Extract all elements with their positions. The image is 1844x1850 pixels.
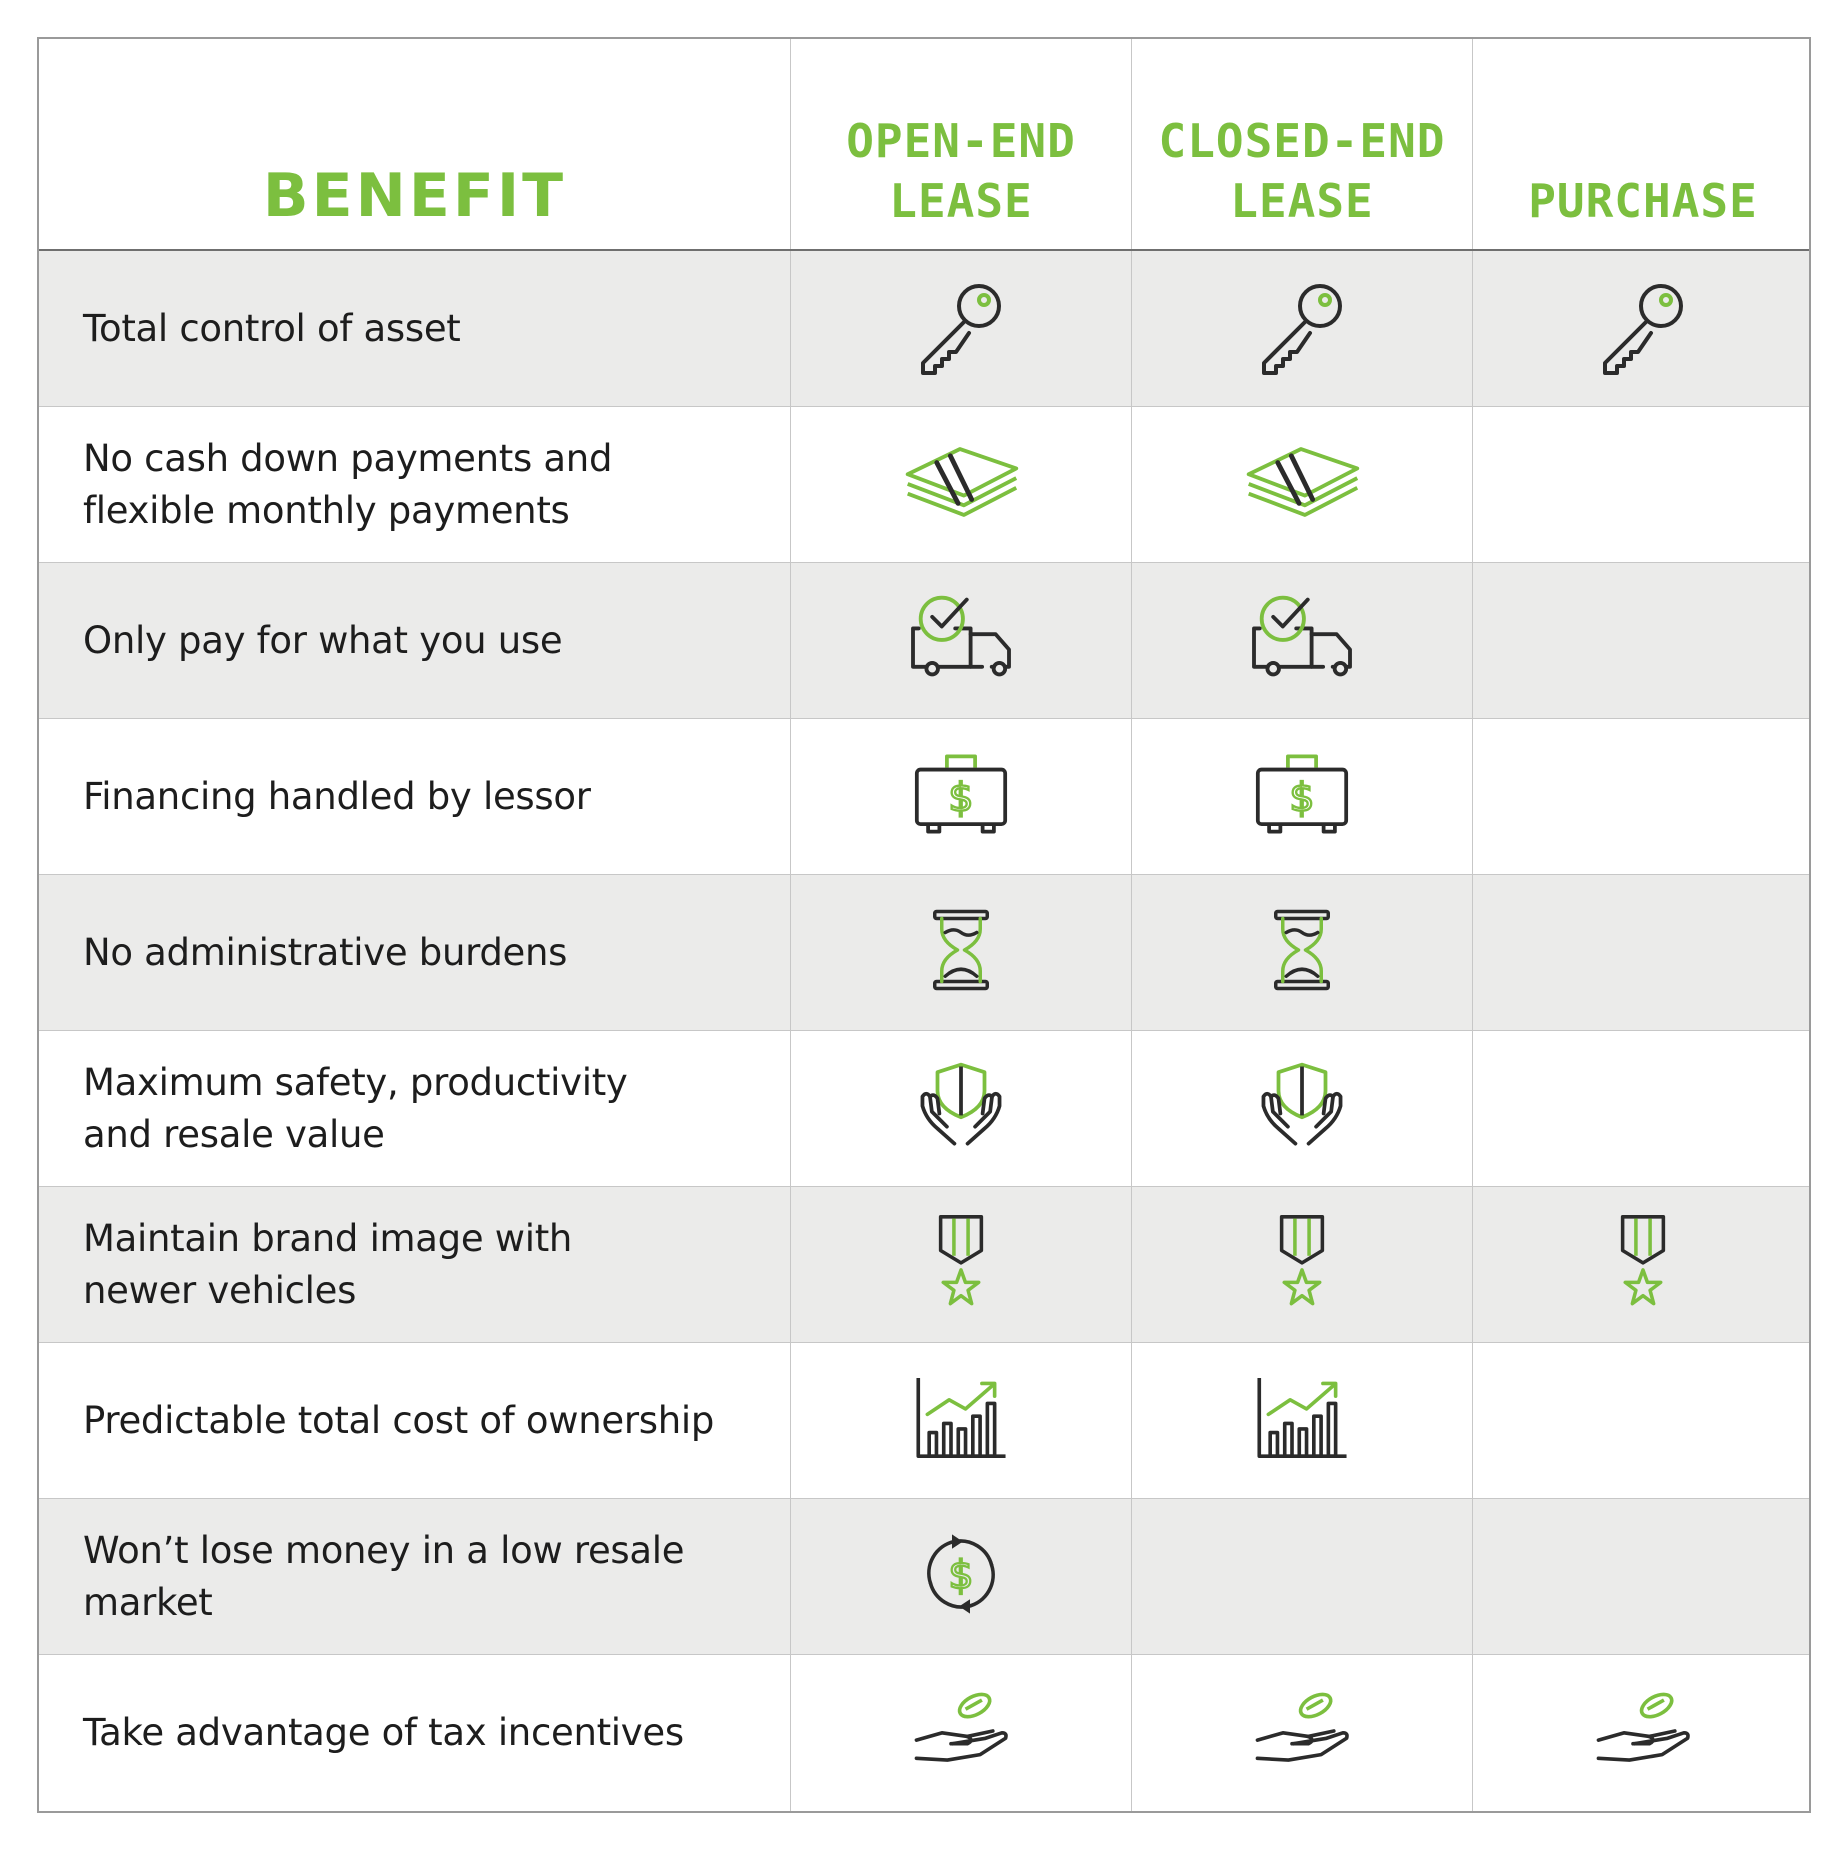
- svg-text:$: $: [948, 1552, 974, 1599]
- purchase-cell: [1473, 407, 1813, 562]
- closed-end-cell: [1132, 1655, 1473, 1811]
- purchase-cell: [1473, 1343, 1813, 1498]
- money-stack-icon: [1239, 443, 1365, 526]
- closed-end-cell: [1132, 875, 1473, 1030]
- benefit-cell: [39, 1187, 791, 1342]
- purchase-cell: [1473, 251, 1813, 406]
- key-icon: [911, 276, 1011, 381]
- open-end-cell: [791, 1343, 1132, 1498]
- table-row: [39, 563, 1809, 719]
- medal-star-icon: [1271, 1213, 1333, 1316]
- purchase-cell: [1473, 1031, 1813, 1186]
- closed-end-cell: [1132, 1499, 1473, 1654]
- closed-end-cell: [1132, 1187, 1473, 1342]
- svg-text:$: $: [1289, 774, 1315, 821]
- benefit-label: Maximum safety, productivity and resale value: [83, 1060, 628, 1156]
- open-end-cell: [791, 1655, 1132, 1811]
- benefit-cell: [39, 1343, 791, 1498]
- open-end-cell: [791, 407, 1132, 562]
- benefit-cell: [39, 875, 791, 1030]
- bar-chart-up-icon: [1252, 1372, 1352, 1469]
- svg-text:$: $: [948, 774, 974, 821]
- table-row: [39, 875, 1809, 1031]
- benefit-label: Won’t lose money in a low resale market: [83, 1528, 685, 1624]
- purchase-cell: [1473, 875, 1813, 1030]
- header-closed-end-cell: [1132, 39, 1473, 249]
- table-row: [39, 407, 1809, 563]
- hand-coin-icon: [1593, 1685, 1693, 1782]
- benefit-label: Predictable total cost of ownership: [83, 1398, 715, 1442]
- dollar-cycle-icon: [916, 1529, 1006, 1624]
- bar-chart-up-icon: [911, 1372, 1011, 1469]
- benefit-cell: [39, 719, 791, 874]
- truck-check-icon: [1244, 590, 1360, 691]
- table-row: [39, 1187, 1809, 1343]
- header-purchase-cell: [1473, 39, 1813, 249]
- shield-hands-icon: [1250, 1059, 1354, 1158]
- benefit-label: Only pay for what you use: [83, 618, 563, 662]
- open-end-cell: [791, 1499, 1132, 1654]
- purchase-cell: [1473, 1187, 1813, 1342]
- header-benefit-cell: [39, 39, 791, 249]
- benefit-label: Take advantage of tax incentives: [83, 1711, 684, 1754]
- closed-end-cell: [1132, 1343, 1473, 1498]
- benefit-cell: [39, 563, 791, 718]
- header-purchase: PURCHASE: [1528, 174, 1758, 228]
- dollar-briefcase-icon: [1250, 747, 1354, 846]
- hand-coin-icon: [911, 1685, 1011, 1782]
- purchase-cell: [1473, 1655, 1813, 1811]
- dollar-briefcase-icon: [909, 747, 1013, 846]
- open-end-cell: [791, 563, 1132, 718]
- open-end-cell: [791, 251, 1132, 406]
- benefit-cell: [39, 1655, 791, 1811]
- truck-check-icon: [903, 590, 1019, 691]
- table-body: [39, 251, 1809, 1811]
- benefit-cell: [39, 1499, 791, 1654]
- open-end-cell: [791, 719, 1132, 874]
- table-header-row: [39, 39, 1809, 251]
- table-row: [39, 251, 1809, 407]
- closed-end-cell: [1132, 1031, 1473, 1186]
- benefit-cell: [39, 1031, 791, 1186]
- key-icon: [1252, 276, 1352, 381]
- hourglass-icon: [926, 905, 996, 1000]
- table-row: [39, 719, 1809, 875]
- benefit-cell: [39, 251, 791, 406]
- open-end-cell: [791, 1031, 1132, 1186]
- money-stack-icon: [898, 443, 1024, 526]
- shield-hands-icon: [909, 1059, 1013, 1158]
- table-row: [39, 1655, 1809, 1811]
- open-end-cell: [791, 1187, 1132, 1342]
- closed-end-cell: [1132, 563, 1473, 718]
- header-closed-end-lease: CLOSED-END LEASE: [1158, 114, 1446, 228]
- open-end-cell: [791, 875, 1132, 1030]
- hand-coin-icon: [1252, 1685, 1352, 1782]
- hourglass-icon: [1267, 905, 1337, 1000]
- header-open-end-cell: [791, 39, 1132, 249]
- table-row: [39, 1343, 1809, 1499]
- benefit-comparison-table: [37, 37, 1811, 1813]
- medal-star-icon: [930, 1213, 992, 1316]
- benefit-label: Total control of asset: [83, 306, 461, 350]
- medal-star-icon: [1612, 1213, 1674, 1316]
- closed-end-cell: [1132, 719, 1473, 874]
- purchase-cell: [1473, 563, 1813, 718]
- benefit-label: Financing handled by lessor: [83, 774, 591, 818]
- key-icon: [1593, 276, 1693, 381]
- closed-end-cell: [1132, 251, 1473, 406]
- header-open-end-lease: OPEN-END LEASE: [846, 114, 1076, 228]
- purchase-cell: [1473, 1499, 1813, 1654]
- closed-end-cell: [1132, 407, 1473, 562]
- benefit-label: Maintain brand image with newer vehicles: [83, 1216, 573, 1312]
- benefit-label: No administrative burdens: [83, 930, 568, 974]
- table-row: [39, 1499, 1809, 1655]
- benefit-label: No cash down payments and flexible monthly payments: [83, 436, 613, 532]
- header-benefit: BENEFIT: [262, 161, 567, 231]
- table-row: [39, 1031, 1809, 1187]
- benefit-cell: [39, 407, 791, 562]
- purchase-cell: [1473, 719, 1813, 874]
